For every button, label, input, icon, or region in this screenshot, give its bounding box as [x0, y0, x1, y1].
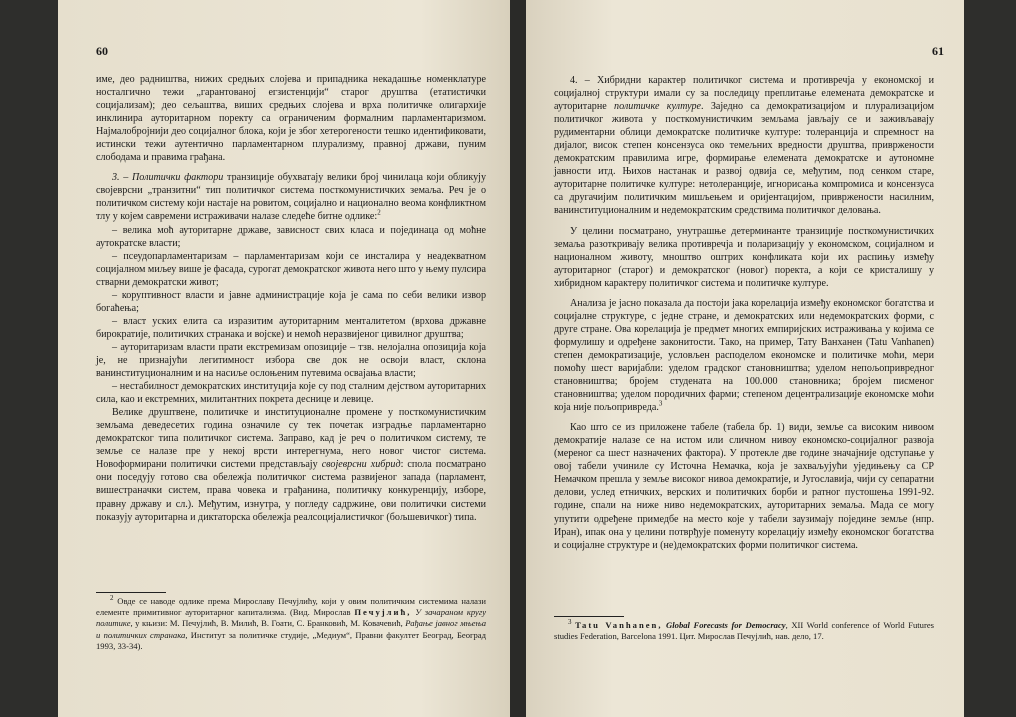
footnote-part: , XII World conference of World Futures studies Federation, Barcelona 1991. Цит. Мирослав Печујлић, нав. дело, 17.: [554, 620, 934, 642]
footnote-divider: [554, 616, 624, 617]
paragraph-text: транзиције обухватају велики број чинилаца који обликују својеврсни „транзитни“ тип политичког система посткомунистичких земаља. Реч је о политичком систему који настаје на ровитом, социјално и национално веома конфликтном тлу у којем савремени истраживачи налазе следеће битне одлике:: [96, 172, 487, 223]
list-item: – коруптивност власти и јавне администрације која је сама по себи велики извор богаћења;: [96, 289, 486, 314]
paragraph-text: Велике друштвене, политичке и институционалне промене у посткомунистичким земљама деведесетих година означиле су тек почетак изградње парламентарно демократског типа политичког система. Заправо, кад је реч о политичком систему, те земље се налазе пре у некој врсти интерегнума, него новог чистог система. Новоформирани политички системи представљају: [96, 407, 486, 471]
author-name: Печујлић,: [354, 607, 412, 618]
footnote-number: 3: [568, 618, 572, 627]
paragraph: [554, 297, 934, 414]
emphasis: својеврсни хибрид: [321, 459, 401, 471]
footnote-part: , у књизи: М. Печујлић, В. Милић, В. Гоати, С. Бранковић, М. Ковачевић,: [130, 618, 403, 629]
footnote-ref: 3: [658, 399, 663, 408]
footnote: [554, 620, 934, 642]
emphasis: политичке културе: [614, 101, 701, 113]
footnote-part: Овде се наводе одлике према Мирославу Печујлићу, који у овим политичким системима налази елементе примитивног ауторитарног капитализма. (Вид. Мирослав: [96, 596, 486, 618]
paragraph-text: Анализа је јасно показала да постоји јака корелација између економског богатства и социјалне структуре, с једне стране, и демократских или недемократских форми, с друге стране. Ова корелација је предмет многих емпиријских истраживања у којима се формулишу и одређене законитости. Тако, на пример, Тату Ванханен (Tatu Vanhanen) степен демократизације, условљен расподелом економске и политичке моћи, мери помоћу шест варијабли: уделом градског становништва; уделом непољопривредног становништва; бројем студената на 100.000 становника; бројем писменог становништва; уделом породичних фарми; степеном децентрализације економске моћи која није пољопривреда.: [554, 297, 934, 414]
paragraph: [96, 406, 486, 523]
list-item: – велика моћ ауторитарне државе, зависност свих класа и појединаца од моћне аутократске власти;: [96, 224, 486, 249]
list-item: – псеудопарламентаризам – парламентаризам који се инсталира у неадекватном социјалном миљеу више је фасада, сурогат демократског живота него што у њему пулсира стварни демократски живот;: [96, 250, 486, 288]
page-number: 60: [96, 44, 108, 58]
list-item: – нестабилност демократских институција које су под сталним дејством ауторитарних сила, као и екстремних, милитантних покрета деснице и левице.: [96, 381, 486, 406]
body-text: [96, 73, 486, 524]
paragraph: Као што се из приложене табеле (табела бр. 1) види, земље са високим нивоом демократије налазе се на истом или сличном нивоу економско-социјалног развоја (мереног са шест назначених фактора). У протекле две године значајније одступање у овој табели учиниле су Источна Немачка, која је захваљујући уједињењу са СР Немачком прешла у земље високог нивоа демократије, и Југославија, чији су сепаратни делови, услед етничких, верских и политичких борби и ратног пустошења 1991-92. године, спали на ниже ниво недемократских, ауторитарних земаља. Мада се могу упутити одређене примедбе на место које у табели заузимају поједине земље (нпр. Иран), ипак она у целини потврђује поменуту корелацију између економског богатства и социјалне структуре и (не)демократских форми политичког система.: [554, 422, 934, 551]
footnote-divider: [96, 592, 166, 593]
right-background: [964, 0, 1016, 717]
footnote-text: [554, 620, 934, 642]
right-page: [526, 0, 964, 717]
left-page: [58, 0, 510, 717]
body-text: [554, 74, 934, 552]
footnote-part: , Институт за политичке студије, „Медиум“, Правни факултет Београд, Београд 1993, 33-34).: [96, 629, 486, 651]
paragraph-text: 4. – Хибридни карактер политичког система и противречја у економској и социјалној структури имали су за последицу преплитање елемената демократске и ауторитарне: [554, 75, 934, 113]
author-name: Tatu Vanhanen,: [575, 620, 663, 630]
left-background: [0, 0, 58, 717]
footnote: [96, 596, 486, 652]
paragraph: [554, 74, 934, 218]
list-item: – власт уских елита са изразитим ауторитарним менталитетом (врхова државне бирократије, политичких странака и војске) и немоћ неразвијеног цивилног друштва;: [96, 315, 486, 340]
list-item: – ауторитаризам власти прати екстремизам опозиције – тзв. нелојална опозиција која је, не признајући легитимност избора све док не освоји власт, склона ванинституционалним и на насиље ослоњеним путевима освајања власти;: [96, 341, 486, 380]
paragraph: [96, 171, 486, 223]
paragraph-text: . Заједно са демократизацијом и плурализацијом политичког живота у посткомунистичким земљама јављају се и заживљавају рудиментарни облици демократске политичке културе: толеранција и спремност на дијалог, висок степен консензуса око темељних вредности друштва, привржености демократским правилима игре, формирање елемената демократске и аутономне јавности итд. Њихов настанак и развој одвија се, међутим, под сенком старе, ауторитарне политичке културе: нетолеранције, игнорисања компромиса и консензуса са другачијим политичким мишљењем и оријентацијом, привржености насилним, ванинституционалним и недемократским средствима политичког деловања.: [554, 101, 934, 217]
section-heading: 3. – Политички фактори: [112, 172, 224, 184]
paragraph: У целини посматрано, унутрашње детерминанте транзиције посткомунистичких земаља разоткривају велика противречја и поларизацију у економском, социјалном и националном животу, мноштво оштрих конфликата који их распињу између ауторитарног (старог) и демократског (новог) поректа, а који се кристалишу у хибридном карактеру политичког система и политичке културе.: [554, 225, 934, 289]
page-number: 61: [932, 44, 944, 58]
work-title: Global Forecasts for Democracy: [666, 620, 786, 630]
footnote-ref: 2: [377, 209, 381, 218]
footnote-text: [96, 596, 486, 652]
book-title: У зачараном кругу политике: [96, 607, 487, 629]
paragraph-text: : спола посматрано они поседују готово сва обележја политичког система развијеног запада (парламент, вишестраначки систем, права човека и грађанина, политичку конкуренцију, изборе, правну државу и сл.). Међутим, изнутра, у погледу садржине, ови политички системи показују ауторитарна и диктаторска обележја реалсоцијалистичког (бољшевичког) типа.: [96, 459, 486, 523]
book-title: Рађање јавног мњења и политичких странака: [96, 618, 486, 640]
footnote-number: 2: [110, 594, 114, 603]
paragraph: име, део радништва, нижих средњих слојева и припадника некадашње номенклатуре носталгично тежи „гарантованој егзистенцији“ старог друштва (етатистички социјализам); део сељаштва, виших средњих слојева и врха политичке олигархије инклинира ауторитарном поректу са ограниченим формалним парламентаризмом. Најмалобројнији део социјалног блока, који је због хетерогености тешко идентификовати, истински тежи аутентично парламентарном плурализму, правној држави, пуним слободама и правима грађана.: [96, 74, 486, 164]
book-gutter: [510, 0, 526, 717]
